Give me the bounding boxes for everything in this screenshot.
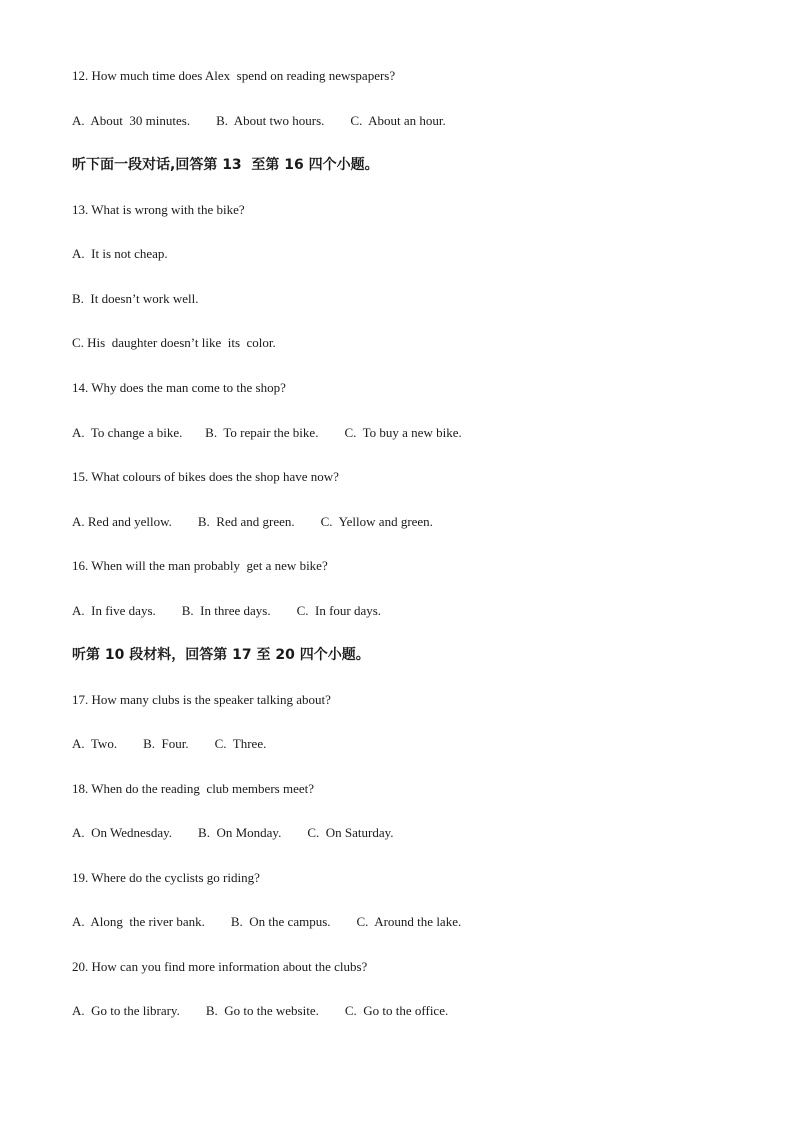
question-13-option-a: A. It is not cheap.	[72, 246, 168, 261]
question-19: 19. Where do the cyclists go riding?	[72, 870, 260, 885]
question-18-options: A. On Wednesday. B. On Monday. C. On Saturday.	[72, 825, 394, 840]
question-16: 16. When will the man probably get a new bike?	[72, 558, 328, 573]
question-12-options: A. About 30 minutes. B. About two hours. C. About an hour.	[72, 113, 446, 128]
question-17: 17. How many clubs is the speaker talking about?	[72, 692, 331, 707]
question-15: 15. What colours of bikes does the shop have now?	[72, 469, 339, 484]
question-19-options: A. Along the river bank. B. On the campus. C. Around the lake.	[72, 914, 462, 929]
question-20-options: A. Go to the library. B. Go to the website. C. Go to the office.	[72, 1003, 449, 1018]
question-14-options: A. To change a bike. B. To repair the bike. C. To buy a new bike.	[72, 425, 462, 440]
question-13: 13. What is wrong with the bike?	[72, 202, 245, 217]
question-18: 18. When do the reading club members meet?	[72, 781, 314, 796]
question-20: 20. How can you find more information about the clubs?	[72, 959, 368, 974]
section-heading-13-16: 听下面一段对话,回答第 13 至第 16 四个小题。	[72, 157, 379, 173]
question-13-option-c: C. His daughter doesn’t like its color.	[72, 335, 276, 350]
question-15-options: A. Red and yellow. B. Red and green. C. Yellow and green.	[72, 514, 433, 529]
question-12: 12. How much time does Alex spend on reading newspapers?	[72, 68, 396, 83]
question-14: 14. Why does the man come to the shop?	[72, 380, 286, 395]
question-16-options: A. In five days. B. In three days. C. In four days.	[72, 603, 382, 618]
question-17-options: A. Two. B. Four. C. Three.	[72, 736, 267, 751]
section-heading-17-20: 听第 10 段材料，回答第 17 至 20 四个小题。	[72, 647, 370, 663]
question-13-option-b: B. It doesn’t work well.	[72, 291, 199, 306]
